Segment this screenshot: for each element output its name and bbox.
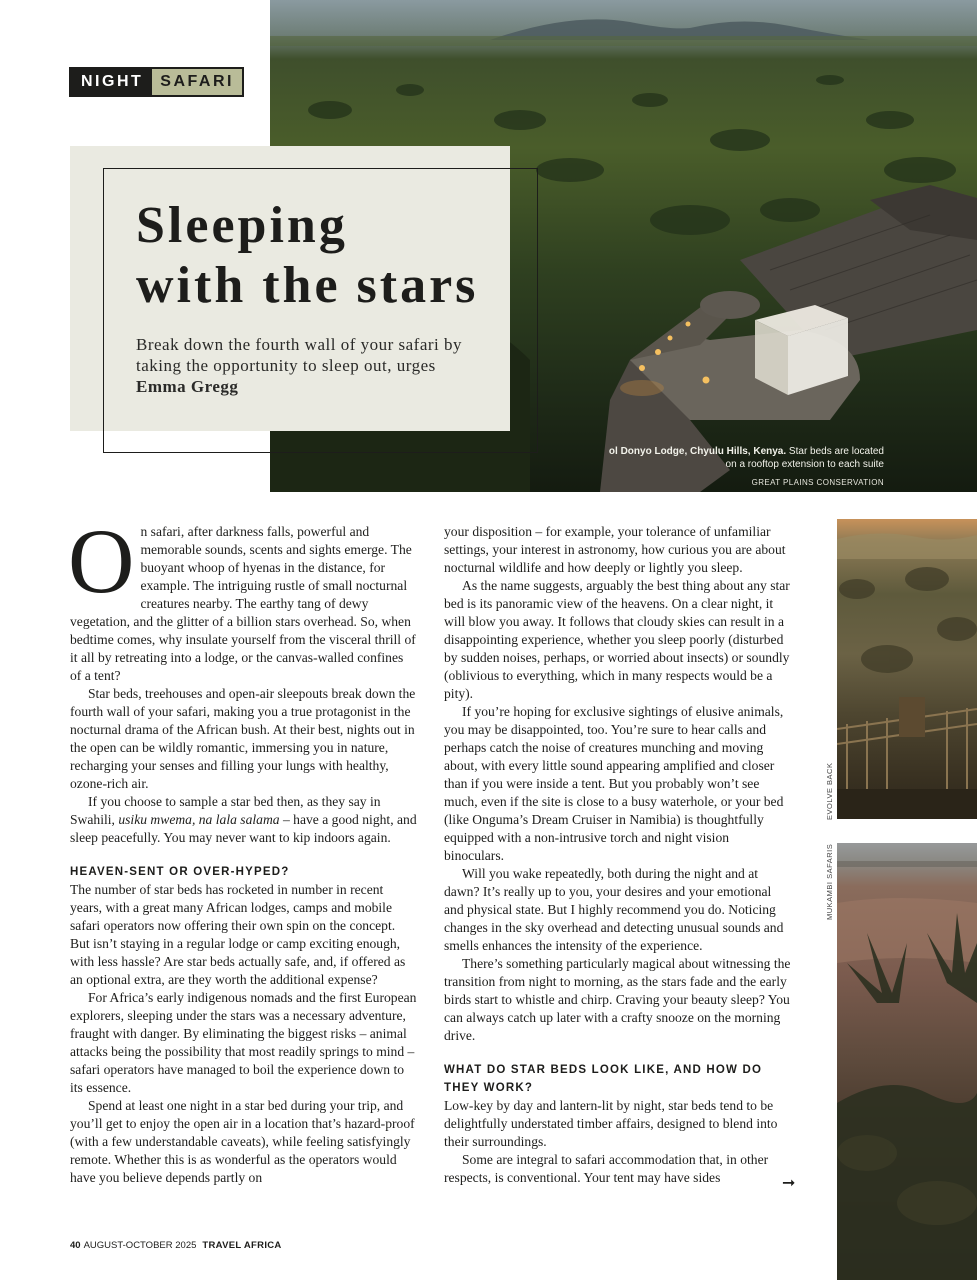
article-paragraph: your disposition – for example, your tolerance of unfamiliar settings, your interest in astronomy, how curious you are about nocturnal wildlife and how deeply or lightly you sleep. <box>444 524 786 575</box>
continue-arrow-icon: ➞ <box>782 1173 796 1192</box>
section-tag <box>69 67 244 97</box>
side-photo-credit-bottom: MUKAMBI SAFARIS <box>825 843 834 920</box>
side-photo-top-illustration <box>837 519 977 819</box>
issue-date: AUGUST-OCTOBER 2025 <box>83 1240 197 1251</box>
side-photo-top <box>837 519 977 819</box>
article-paragraph: Some are integral to safari accommodation that, in other respects, is conventional. Your tent may have sides <box>444 1152 769 1185</box>
author-name: Emma Gregg <box>136 377 239 396</box>
hero-caption-text: Star beds are located on a rooftop extension to each suite <box>725 446 884 470</box>
drop-cap: O <box>68 510 135 612</box>
article-paragraph: Low-key by day and lantern-lit by night, star beds tend to be delightfully understated timber affairs, designed to blend into their surroundings. <box>444 1098 778 1149</box>
article-paragraph: As the name suggests, arguably the best thing about any star bed is its panoramic view of the heavens. On a clear night, it will blow you away. It follows that cloudy skies can result in a disappointing experience, whether you sleep poorly (disturbed by sudden noises, perhaps, or worried about insects) or soundly (oblivious to everything, which in many respects would be a pity). <box>444 578 790 701</box>
article-paragraph: Star beds, treehouses and open-air sleepouts break down the fourth wall of your safari, making you a true protagonist in the nocturnal drama of the African bush. At their best, nights out in the open can be wildly romantic, immersing you in nature, recharging your senses and filling your lungs with healthy, ozone-rich air. <box>70 686 416 791</box>
magazine-name: TRAVEL AFRICA <box>202 1240 282 1251</box>
side-photo-bottom-illustration <box>837 843 977 1280</box>
subheading-star-beds: WHAT DO STAR BEDS LOOK LIKE, AND HOW DO THEY WORK? <box>444 1064 763 1094</box>
page-number: 40 <box>70 1240 81 1251</box>
article-column-1 <box>68 510 418 1187</box>
headline-line-1: Sleeping <box>136 197 348 254</box>
section-tag-safari: SAFARI <box>152 69 242 95</box>
article-paragraph: If you’re hoping for exclusive sightings of elusive animals, you may be disappointed, too. You’re sure to hear calls and perhaps catch the noise of creatures munching and moving about, with every little sound appearing amplified and closer than if you were inside a tent. But you probably won’t see much, even if the site is close to a busy waterhole, or your bed (like Onguma’s Dream Cruiser in Namibia) is thoughtfully equipped with a non-intrusive torch and night vision binoculars. <box>444 704 784 863</box>
article-paragraph: For Africa’s early indigenous nomads and the first European explorers, sleeping under the stars was a necessary adventure, fraught with danger. By eliminating the biggest risks – animal attacks being the possibility that most readily springs to mind – safari operators have managed to boil the experience down to its essence. <box>70 990 417 1095</box>
article-paragraph: On safari, after darkness falls, powerful and memorable sounds, scents and sights emerge. The buoyant whoop of hyenas in the distance, for example. The intriguing rustle of small nocturnal creatures nearby. The earthy tang of dewy vegetation, and the glitter of a billion stars overhead. So, when bedtime comes, why insulate yourself from the visceral thrill of it all by retreating into a lodge, or the canvas-walled confines of a tent? <box>68 510 416 683</box>
article-column-2 <box>444 523 792 1187</box>
page-footer <box>70 1240 282 1251</box>
hero-caption-location: ol Donyo Lodge, Chyulu Hills, Kenya. <box>608 446 787 457</box>
standfirst <box>136 334 486 397</box>
standfirst-text: Break down the fourth wall of your safari by taking the opportunity to sleep out, urges <box>136 335 463 375</box>
subheading-heaven-sent: HEAVEN-SENT OR OVER-HYPED? <box>70 866 290 878</box>
section-tag-night: NIGHT <box>71 69 152 95</box>
article-paragraph: Will you wake repeatedly, both during the night and at dawn? It’s really up to you, your desires and your emotional and physical state. But I highly recommend you do. Noticing changes in the sky overhead and detecting unusual sounds and smells enhances the intensity of the experience. <box>444 866 784 953</box>
headline <box>136 196 506 316</box>
swahili-phrase: usiku mwema, na lala salama <box>118 812 280 827</box>
hero-photo-credit: GREAT PLAINS CONSERVATION <box>751 478 884 487</box>
article-paragraph: There’s something particularly magical about witnessing the transition from night to morning, as the stars fade and the early birds start to whistle and chirp. Craving your beauty sleep? You can always catch up later with a crafty snooze on the morning drive. <box>444 956 791 1043</box>
article-paragraph: If you choose to sample a star bed then, as they say in Swahili, usiku mwema, na lala salama – have a good night, and sleep peacefully. You may never want to kip indoors again. <box>70 794 417 845</box>
article-paragraph: Spend at least one night in a star bed during your trip, and you’ll get to enjoy the open air in a location that’s hazard-proof (with a few understandable caveats), while feeling satisfyingly remote. Whether this is as wonderful as the operators would have you believe depends partly on <box>70 1098 415 1185</box>
side-photo-credit-top: EVOLVE BACK <box>825 762 834 820</box>
hero-caption <box>600 445 884 471</box>
headline-line-2: with the stars <box>136 257 479 314</box>
article-paragraph: The number of star beds has rocketed in number in recent years, with a great many African lodges, camps and mobile safari operators now offering their own spin on the concept. But isn’t staying in a regular lodge or camp exciting enough, with less hassle? Are star beds actually safe, and, if offered as an optional extra, are they worth the additional expense? <box>70 882 406 987</box>
side-photo-bottom <box>837 843 977 1280</box>
